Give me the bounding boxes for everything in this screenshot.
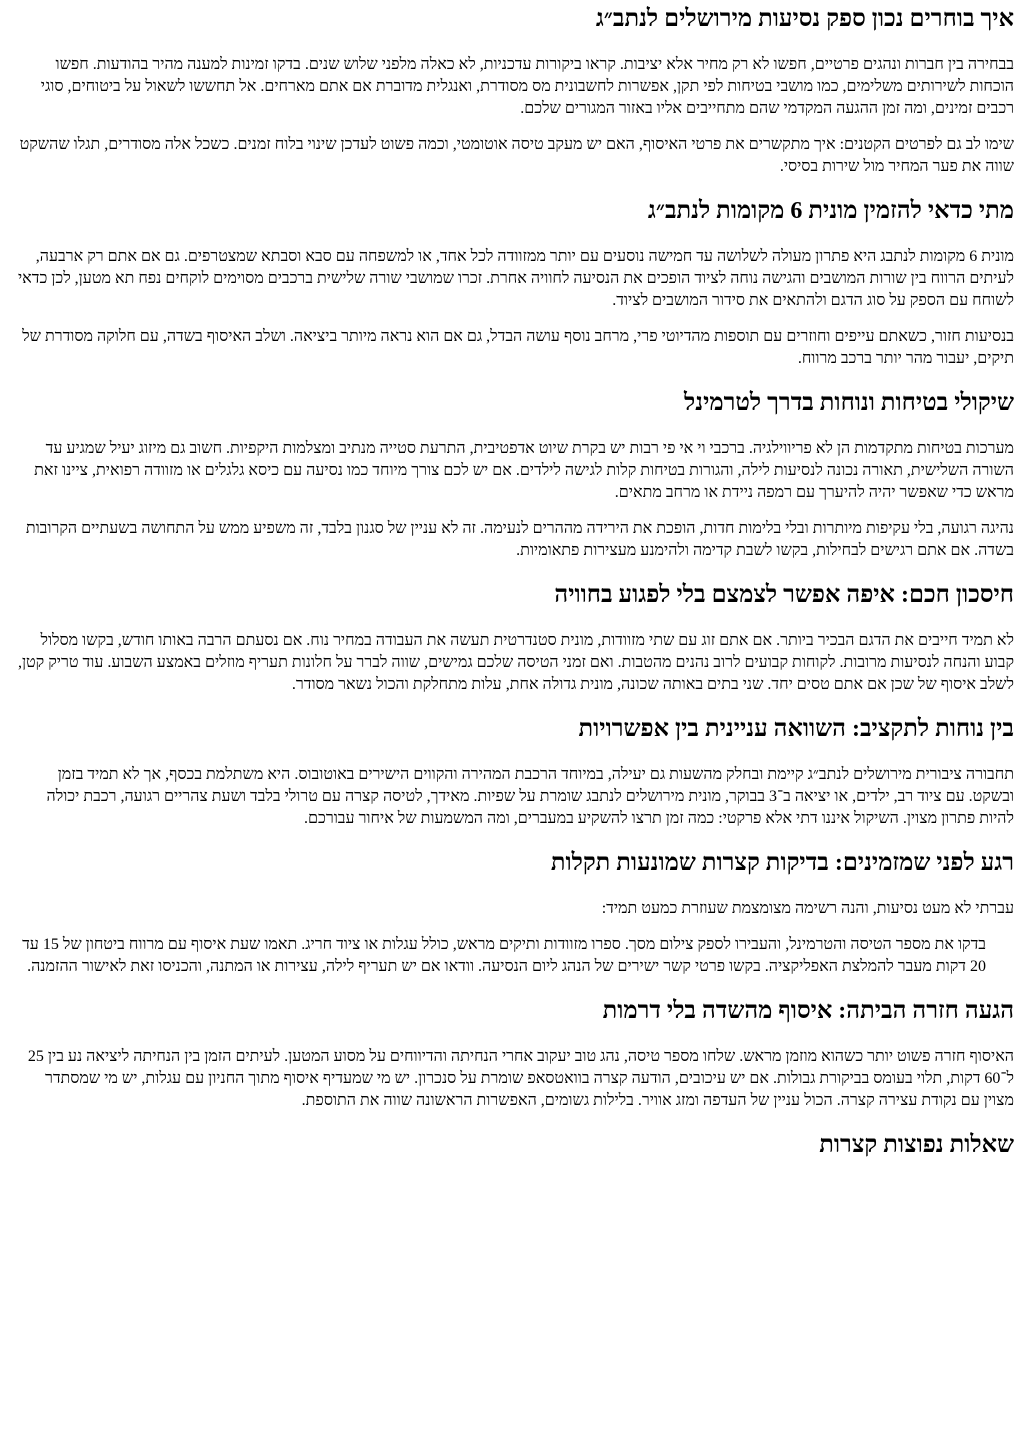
paragraph: נהיגה רגועה, בלי עקיפות מיותרות ובלי בלימות חדות, הופכת את הירידה מההרים לנעימה. זה לא עניין של סגנון בלבד, זה משפיע ממש על התחושה בשעתיים הקרובות בשדה. אם אתם רגישים לבחילות, בקשו לשבת קדימה ולהימנע מעצירות פתאומיות. [25,520,1014,559]
section-safety-comfort [14,388,1014,562]
section-comfort-vs-budget [14,714,1014,830]
paragraph: תחבורה ציבורית מירושלים לנתב״ג קיימת ובחלק מהשעות גם יעילה, במיוחד הרכבת המהירה והקווים הישירים באוטובוס. היא משתלמת בכסף, אך לא תמיד בזמן ובשקט. עם ציוד רב, ילדים, או יציאה ב־3 בבוקר, מונית מירושלים לנתבג שומרת על שפיות. מאידך, לטיסה קצרה עם טרולי בלבד ושעת צהריים רגועה, רכבת יכולה להיות פתרון מצוין. השיקול איננו דתי אלא פרקטי: כמה זמן תרצו להשקיע במעברים, ומה המשמעות של איחור עבורכם. [46,766,1014,827]
section-six-seat-taxi [14,196,1014,370]
section-heading: רגע לפני שמזמינים: בדיקות קצרות שמונעות תקלות [550,850,1014,876]
paragraph: מערכות בטיחות מתקדמות הן לא פריווילגיה. ברכבי וי אי פי רבות יש בקרת שיוט אדפטיבית, התרעת סטייה מנתיב ומצלמות היקפיות. חשוב גם מיזוג יעיל שמגיע עד השורה השלישית, תאורה נכונה לנסיעות לילה, והגורות בטיחות קלות לגישה לילדים. אם יש לכם צורך מיוחד כמו נסיעה עם כיסא גלגלים או מזוודה רפואית, ציינו זאת מראש כדי שאפשר יהיה להיערך עם רמפה ניידת או מרחב מתאים. [34,440,1014,501]
section-return-pickup [14,996,1014,1112]
paragraph: מונית 6 מקומות לנתבג היא פתרון מעולה לשלושה עד חמישה נוסעים עם יותר ממזוודה לכל אחד, או למשפחה עם סבא וסבתא שמצטרפים. גם אם אתם רק ארבעה, לעיתים הרווח בין שורות המושבים והגישה נוחה לציוד הופכים את הנסיעה לחוויה אחרת. זכרו שמושבי שורה שלישית ברכבים מסוימים לוקחים נפח תא מטען, לכן כדאי לשוחח עם הספק על סוג הדגם ולהתאים את סידור המושבים לציוד. [17,248,1014,309]
section-choosing-provider [14,4,1014,178]
checklist [14,934,1014,978]
section-pre-booking-checks [14,848,1014,978]
section-smart-saving [14,580,1014,696]
section-heading: הגעה חזרה הביתה: איסוף מהשדה בלי דרמות [602,998,1014,1024]
paragraph: בבחירה בין חברות ונהגים פרטיים, חפשו לא רק מחיר אלא יציבות. קראו ביקורות עדכניות, לא כאלה מלפני שלוש שנים. בדקו זמינות למענה מהיר בהודעות. חפשו הוכחות לשירותים משלימים, כמו מושבי בטיחות לפי תקן, אפשרות לחשבונית מס מסודרת, ואנגלית מדוברת אם אתם מארחים. אל תחששו לשאול על ביטוחים, סוגי רכבים זמינים, ומה זמן ההגעה המקדמי שהם מתחייבים אליו באזור המגורים שלכם. [40,56,1014,117]
paragraph: בנסיעות חזור, כשאתם עייפים וחוזרים עם תוספות מהדיוטי פרי, מרחב נוסף עושה הבדל, גם אם הוא נראה מיותר ביציאה. ושלב האיסוף בשדה, עם חלוקה מסודרת של תיקים, יעבור מהר יותר ברכב מרווח. [22,328,1014,367]
paragraph: שימו לב גם לפרטים הקטנים: איך מתקשרים את פרטי האיסוף, האם יש מעקב טיסה אוטומטי, וכמה פשוט לעדכן שינוי בלוח זמנים. כשכל אלה מסודרים, תגלו שהשקט שווה את פער המחיר מול שירות בסיסי. [19,136,1014,175]
section-heading: שאלות נפוצות קצרות [819,1132,1014,1158]
paragraph: לא תמיד חייבים את הדגם הבכיר ביותר. אם אתם זוג עם שתי מזוודות, מונית סטנדרטית תעשה את העבודה במחיר נוח. אם נסעתם הרבה באותו חודש, בקשו מסלול קבוע והנחה לנסיעות מרובות. לקוחות קבועים לרוב נהנים מהטבות. ואם זמני הטיסה שלכם גמישים, שווה לברר על חלונות תעריף מוזלים באמצע השבוע. עוד טריק קטן, לשלב איסוף של שכן אם אתם טסים יחד. שני בתים באותה שכונה, מונית גדולה אחת, עלות מתחלקת והכול נשאר מסודר. [17,632,1014,693]
paragraph: האיסוף חזרה פשוט יותר כשהוא מוזמן מראש. שלחו מספר טיסה, נהג טוב יעקוב אחרי הנחיתה והדיווחים על מסוע המטען. לעיתים הזמן בין הנחיתה ליציאה נע בין 25 ל־60 דקות, תלוי בעומס בביקורת גבולות. אם יש עיכובים, הודעה קצרה בוואטסאפ שומרת על סנכרון. יש מי שמעדיף איסוף מתוך החניון עם עגלות, יש מי שמסתדר מצוין עם נקודת עצירה קצרה. הכול עניין של העדפה ומזג אוויר. בלילות גשומים, האפשרות הראשונה שווה את התוספת. [27,1048,1014,1109]
section-heading: שיקולי בטיחות ונוחות בדרך לטרמינל [684,390,1014,416]
section-heading: חיסכון חכם: איפה אפשר לצמצם בלי לפגוע בחוויה [554,582,1014,608]
list-item: בדקו את מספר הטיסה והטרמינל, והעבירו לספק צילום מסך. ספרו מזוודות ותיקים מראש, כולל עגלות או ציוד חריג. תאמו שעת איסוף עם מרווח ביטחון של 15 עד 20 דקות מעבר להמלצת האפליקציה. בקשו פרטי קשר ישירים של הנהג ליום הנסיעה. וודאו אם יש תעריף לילה, עצירות או המתנה, והכניסו זאת לאישור ההזמנה. [22,936,986,975]
section-heading: מתי כדאי להזמין מונית 6 מקומות לנתב״ג [647,198,1014,224]
section-heading: איך בוחרים נכון ספק נסיעות מירושלים לנתב״ג [595,6,1014,32]
paragraph: עברתי לא מעט נסיעות, והנה רשימה מצומצמת שעוזרת כמעט תמיד: [601,900,1014,917]
section-faq [14,1130,1014,1160]
section-heading: בין נוחות לתקציב: השוואה עניינית בין אפשרויות [578,716,1014,742]
